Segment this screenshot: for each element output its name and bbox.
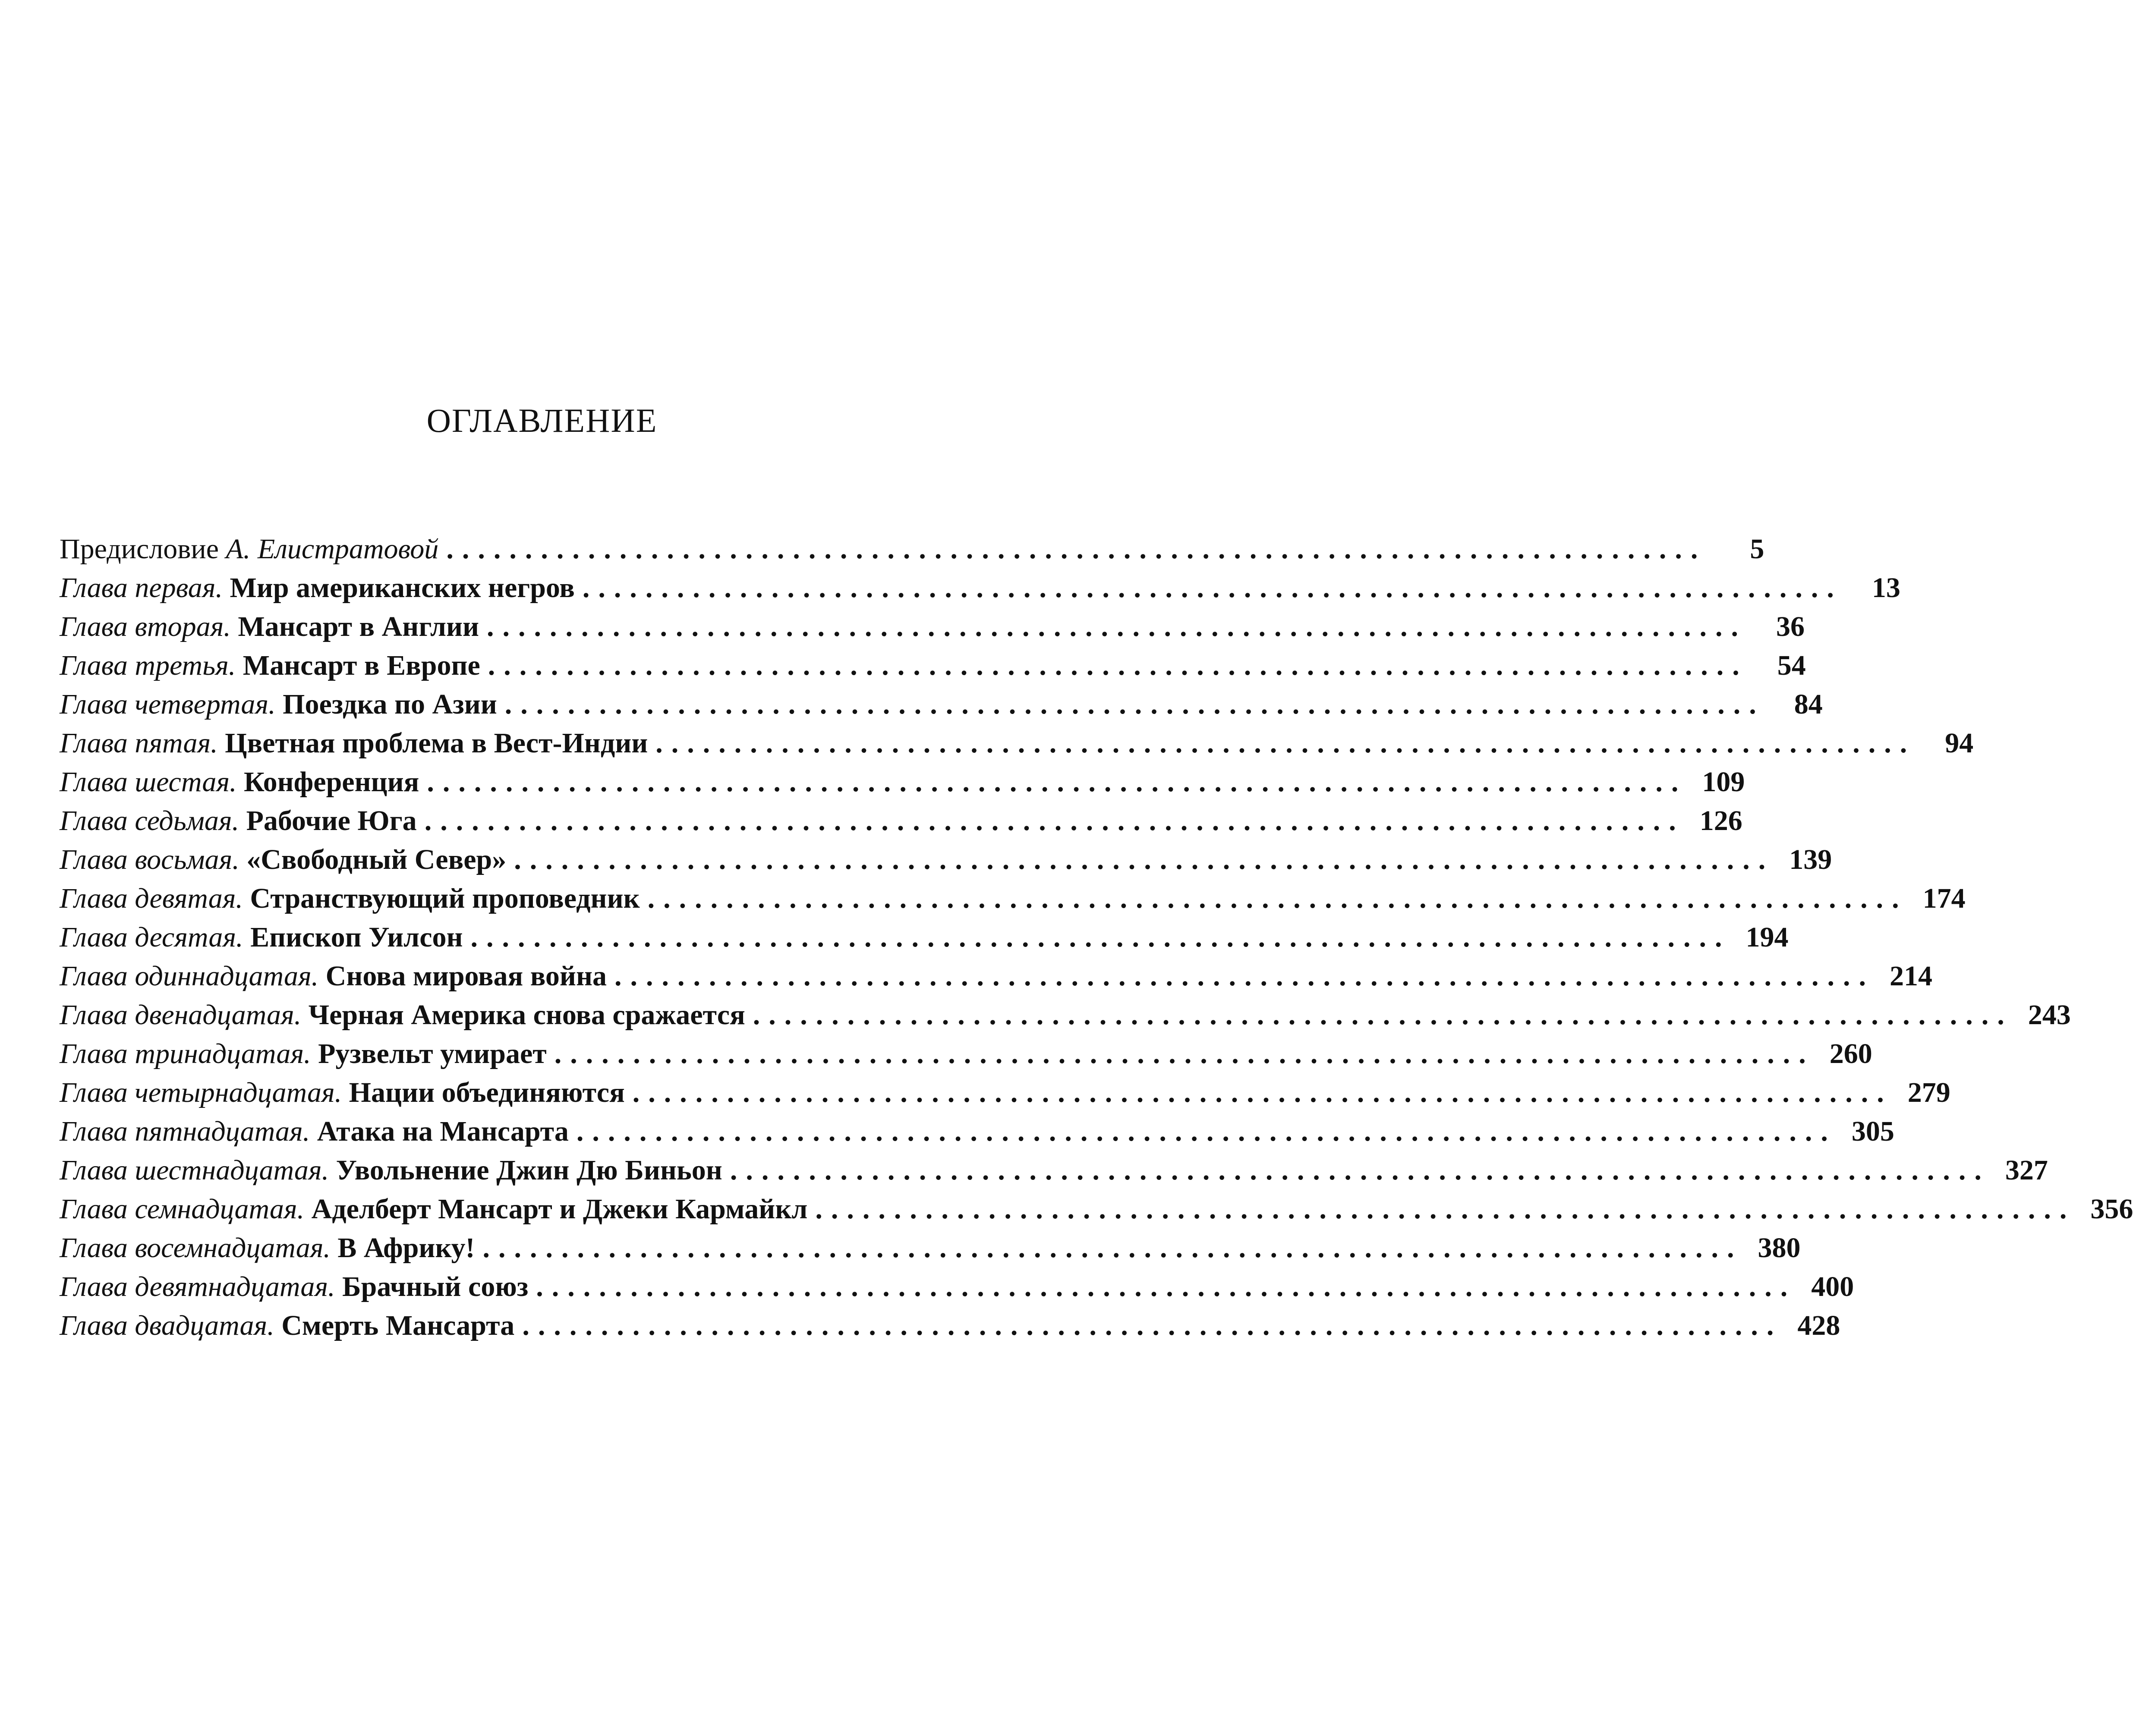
toc-page-number: 400: [1811, 1271, 1854, 1302]
toc-page-number: 174: [1922, 883, 1966, 914]
toc-page-number: 428: [1797, 1310, 1840, 1341]
chapter-number: Глава одиннадцатая.: [60, 960, 319, 992]
chapter-title: Рабочие Юга: [246, 805, 417, 837]
chapter-title: Мансарт в Европе: [243, 650, 480, 681]
toc-page-number: 36: [1776, 611, 1805, 642]
chapter-number: Глава шестнадцатая.: [60, 1154, 329, 1186]
dot-leader: ................................................................................: [554, 1038, 1815, 1069]
toc-entry-label: [60, 569, 575, 607]
chapter-number: Глава девятнадцатая.: [60, 1271, 335, 1302]
toc-entry-chapter-16[interactable]: [60, 1151, 2048, 1190]
toc-page-number: 5: [1750, 533, 1764, 565]
toc-page-number: 279: [1907, 1077, 1950, 1108]
toc-entry-chapter-20[interactable]: [60, 1306, 1840, 1345]
chapter-number: Глава пятая.: [60, 727, 218, 759]
dot-leader: ................................................................................: [446, 533, 1707, 565]
chapter-title: Аделберт Мансарт и Джеки Кармайкл: [311, 1193, 808, 1225]
toc-entry-label: [60, 1151, 722, 1190]
dot-leader: ................................................................................: [576, 1116, 1837, 1147]
chapter-title: Поездка по Азии: [283, 689, 497, 720]
toc-page-number: 305: [1851, 1116, 1894, 1147]
toc-page-number: 243: [2028, 999, 2071, 1031]
toc-page-number: 380: [1758, 1232, 1801, 1264]
chapter-number: Глава седьмая.: [60, 805, 239, 837]
toc-entry-label: [60, 530, 438, 569]
dot-leader: ................................................................................: [487, 611, 1747, 642]
dot-leader: ................................................................................: [655, 727, 1916, 759]
toc-entry-chapter-15[interactable]: [60, 1112, 1894, 1151]
toc-entry-label: [60, 957, 607, 996]
chapter-number: Глава четырнадцатая.: [60, 1077, 342, 1108]
toc-entry-chapter-3[interactable]: [60, 646, 1806, 685]
toc-entry-chapter-1[interactable]: [60, 569, 1900, 607]
chapter-number: Глава шестая.: [60, 766, 237, 798]
toc-entry-label: [60, 646, 480, 685]
chapter-title: Брачный союз: [342, 1271, 529, 1302]
chapter-number: Глава десятая.: [60, 921, 243, 953]
toc-entry-label: [60, 1229, 475, 1267]
chapter-title: Рузвельт умирает: [318, 1038, 547, 1069]
toc-page-number: 13: [1871, 572, 1900, 604]
chapter-number: Глава двенадцатая.: [60, 999, 302, 1031]
chapter-title: Странствующий проповедник: [250, 883, 640, 914]
toc-entry-label: [60, 840, 506, 879]
chapter-title: В Африку!: [337, 1232, 475, 1264]
toc-page-number: 126: [1699, 805, 1742, 837]
toc-entry-label: [60, 1190, 807, 1229]
toc-entry-label: [60, 724, 648, 763]
dot-leader: ................................................................................: [488, 650, 1748, 681]
chapter-title: Атака на Мансарта: [317, 1116, 569, 1147]
toc-entry-chapter-6[interactable]: [60, 763, 1745, 802]
toc-entry-label: [60, 763, 419, 802]
chapter-number: Глава первая.: [60, 572, 223, 604]
dot-leader: ................................................................................: [536, 1271, 1796, 1302]
toc-entry-label: [60, 996, 745, 1035]
toc-entry-label: [60, 685, 497, 724]
toc-page-number: 54: [1777, 650, 1806, 681]
dot-leader: ................................................................................: [424, 805, 1685, 837]
chapter-number: Глава пятнадцатая.: [60, 1116, 310, 1147]
toc-page-number: 139: [1789, 844, 1832, 875]
toc-page-number: 327: [2005, 1154, 2048, 1186]
chapter-number: Глава семнадцатая.: [60, 1193, 305, 1225]
toc-entry-label: [60, 802, 417, 840]
toc-page-number: 214: [1890, 960, 1932, 992]
dot-leader: ................................................................................: [514, 844, 1774, 875]
toc-entry-chapter-10[interactable]: [60, 918, 1789, 957]
toc-entry-chapter-8[interactable]: [60, 840, 1832, 879]
toc-page-number: 194: [1745, 921, 1789, 953]
dot-leader: ................................................................................: [632, 1077, 1893, 1108]
chapter-number: Глава четвертая.: [60, 689, 276, 720]
table-of-contents: [60, 530, 2133, 1345]
toc-entry-label: [60, 918, 463, 957]
toc-entry-chapter-5[interactable]: [60, 724, 1974, 763]
chapter-title: Цветная проблема в Вест-Индии: [225, 727, 648, 759]
chapter-title: Увольнение Джин Дю Биньон: [336, 1154, 722, 1186]
toc-page-number: 94: [1945, 727, 1974, 759]
toc-entry-chapter-19[interactable]: [60, 1267, 1854, 1306]
chapter-number: Глава девятая.: [60, 883, 243, 914]
dot-leader: ................................................................................: [482, 1232, 1743, 1264]
toc-entry-chapter-9[interactable]: [60, 879, 1966, 918]
chapter-title: «Свободный Север»: [246, 844, 507, 875]
chapter-number: Глава восемнадцатая.: [60, 1232, 331, 1264]
chapter-number: Глава тринадцатая.: [60, 1038, 311, 1069]
toc-page-number: 356: [2090, 1193, 2133, 1225]
toc-entry-label: [60, 1112, 569, 1151]
chapter-title: Епископ Уилсон: [250, 921, 463, 953]
chapter-number: Глава восьмая.: [60, 844, 239, 875]
dot-leader: ................................................................................: [504, 689, 1765, 720]
toc-page-number: 260: [1829, 1038, 1872, 1069]
toc-entry-label: [60, 1035, 547, 1073]
toc-entry-chapter-17[interactable]: [60, 1190, 2133, 1229]
chapter-number: Глава двадцатая.: [60, 1310, 274, 1341]
dot-leader: ................................................................................: [647, 883, 1908, 914]
dot-leader: ................................................................................: [614, 960, 1875, 992]
dot-leader: ................................................................................: [730, 1154, 1990, 1186]
toc-entry-chapter-7[interactable]: [60, 802, 1742, 840]
preface-prefix: Предисловие: [60, 533, 219, 565]
chapter-title: Смерть Мансарта: [281, 1310, 515, 1341]
toc-entry-label: [60, 1306, 514, 1345]
preface-author: А. Елистратовой: [226, 533, 439, 565]
toc-page-number: 109: [1702, 766, 1745, 798]
dot-leader: ................................................................................: [582, 572, 1843, 604]
toc-entry-chapter-14[interactable]: [60, 1073, 1950, 1112]
page-title: ОГЛАВЛЕНИЕ: [426, 402, 658, 439]
toc-entry-label: [60, 879, 640, 918]
toc-entry-chapter-12[interactable]: [60, 996, 2071, 1035]
toc-entry-label: [60, 1073, 625, 1112]
toc-entry-chapter-11[interactable]: [60, 957, 1932, 996]
toc-entry-label: [60, 1267, 528, 1306]
toc-entry-preface[interactable]: [60, 530, 1764, 569]
dot-leader: ................................................................................: [522, 1310, 1783, 1341]
chapter-title: Мир американских негров: [230, 572, 575, 604]
chapter-title: Мансарт в Англии: [238, 611, 479, 642]
chapter-number: Глава вторая.: [60, 611, 231, 642]
chapter-title: Нации объединяются: [349, 1077, 625, 1108]
dot-leader: ................................................................................: [753, 999, 2013, 1031]
dot-leader: ................................................................................: [470, 921, 1731, 953]
toc-entry-chapter-13[interactable]: [60, 1035, 1872, 1073]
chapter-title: Конференция: [244, 766, 419, 798]
chapter-title: Снова мировая война: [325, 960, 607, 992]
toc-entry-label: [60, 607, 479, 646]
toc-page-number: 84: [1794, 689, 1823, 720]
dot-leader: ................................................................................: [815, 1193, 2076, 1225]
dot-leader: ................................................................................: [427, 766, 1687, 798]
toc-entry-chapter-2[interactable]: [60, 607, 1805, 646]
toc-entry-chapter-4[interactable]: [60, 685, 1823, 724]
chapter-title: Черная Америка снова сражается: [308, 999, 745, 1031]
chapter-number: Глава третья.: [60, 650, 236, 681]
toc-entry-chapter-18[interactable]: [60, 1229, 1801, 1267]
